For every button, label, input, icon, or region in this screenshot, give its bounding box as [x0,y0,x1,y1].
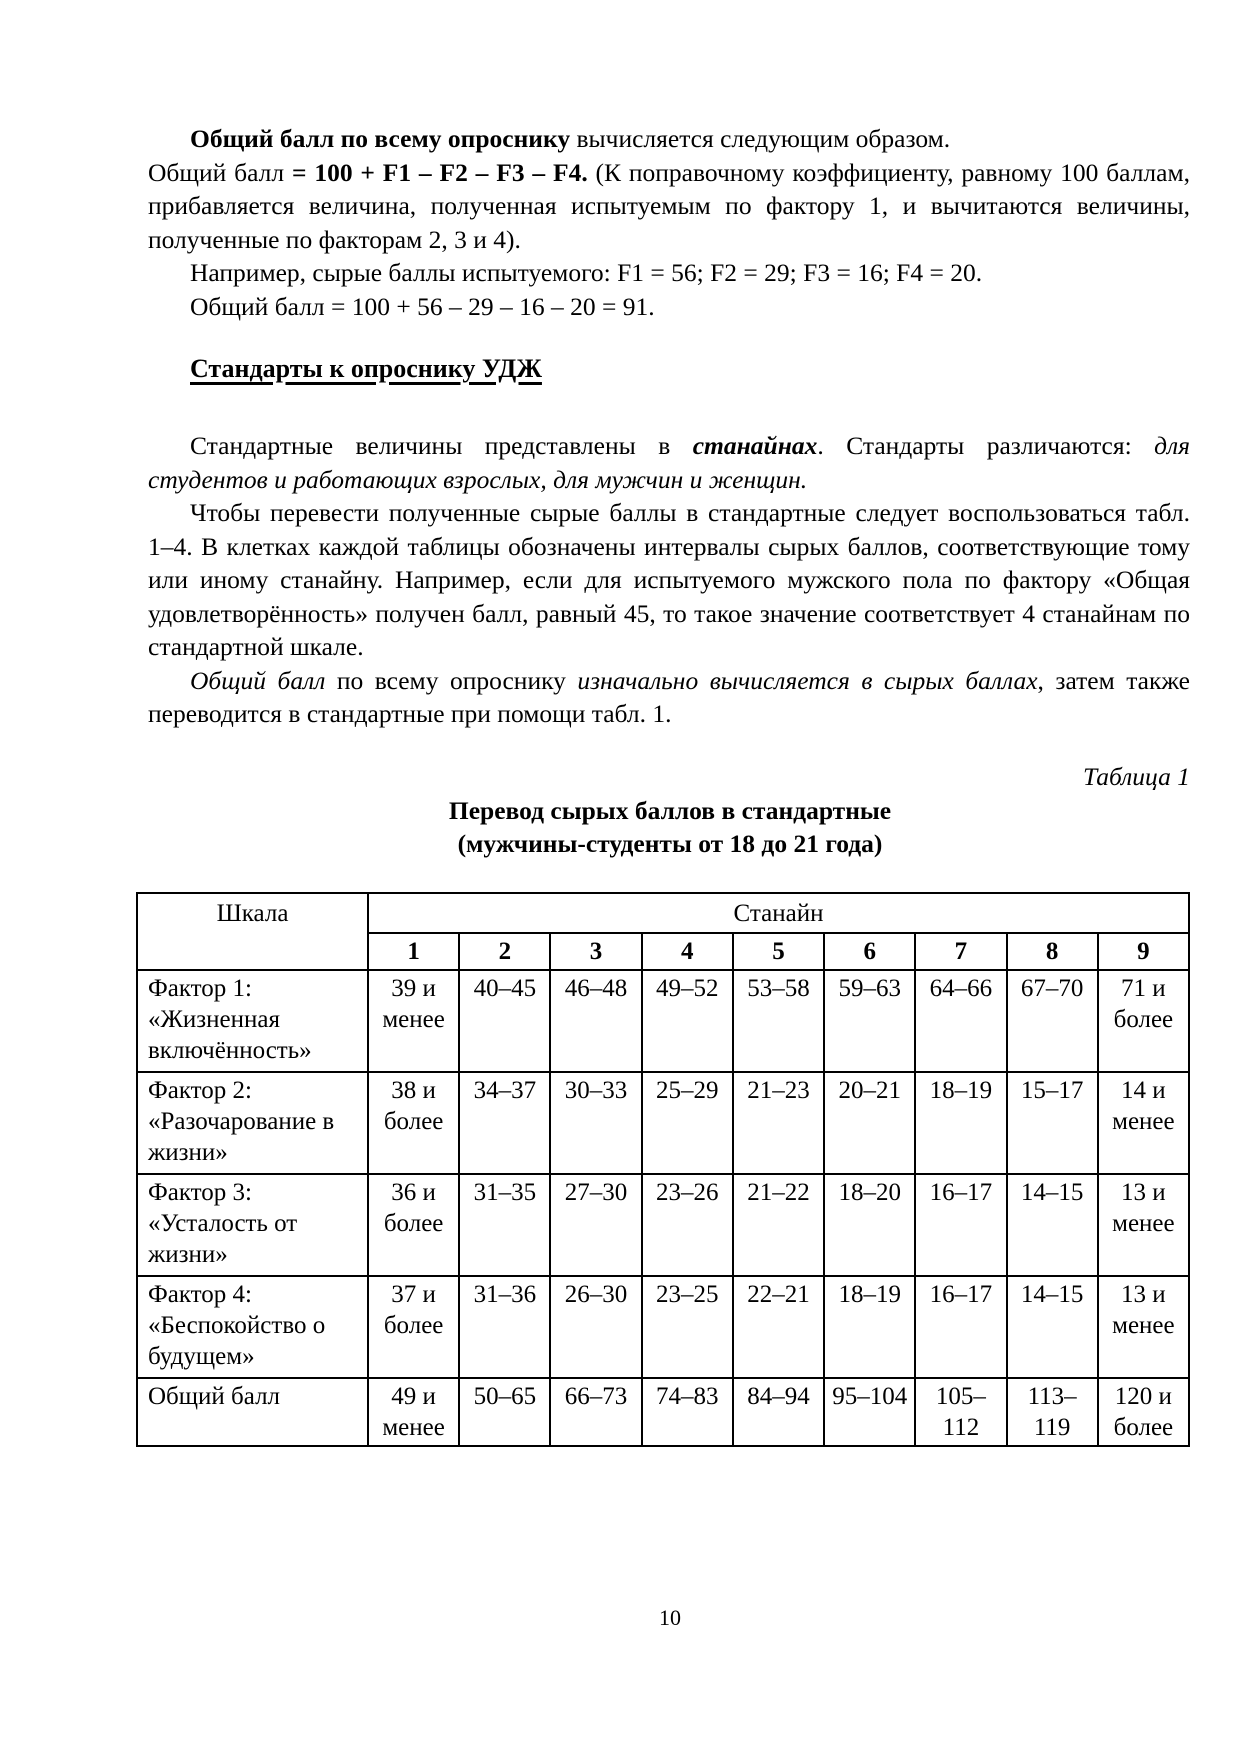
stanine-8: 8 [1007,933,1098,970]
table-title-line2: (мужчины-студенты от 18 до 21 года) [457,829,883,858]
stanine-6: 6 [824,933,915,970]
header-stanine: Станайн [368,893,1189,933]
table-cell: 25–29 [642,1072,733,1174]
table-cell: 40–45 [459,970,550,1072]
table-row [137,970,1189,1072]
stanine-2: 2 [459,933,550,970]
table-row [137,1072,1189,1174]
table-cell: 15–17 [1007,1072,1098,1174]
stanine-4: 4 [642,933,733,970]
table-cell: 14 и менее [1098,1072,1189,1174]
row-scale-factor4: Фактор 4: «Беспокойство о будущем» [137,1276,368,1378]
table-cell: 21–23 [733,1072,824,1174]
table-cell: 39 и менее [368,970,459,1072]
formula-explanation: (К поправочному коэффициенту, равному 100 баллам, прибавляется величина, полученная испытуемым по фактору 1, и вычитаются величины, полученные по факторам 2, 3 и 4). [148,157,1190,254]
table-cell: 23–26 [642,1174,733,1276]
formula-paragraph [148,156,1190,257]
total-score-paragraph [148,664,1190,731]
intro-bold: Общий балл по всему опроснику [190,124,571,153]
table-row [137,1378,1189,1446]
conversion-paragraph: Чтобы перевести полученные сырые баллы в стандартные следует воспользоваться табл. 1–4. В клетках каждой таблицы обозначены интервалы сырых баллов, соответствующие тому или иному станайну. Например, если для испытуемого мужского пола по фактору «Общая удовлетворённость» получен балл, равный 45, то такое значение соответствует 4 станайнам по стандартной шкале. [148,498,1190,661]
table-label: Таблица 1 [1082,762,1190,791]
row-scale-factor1: Фактор 1: «Жизненная включённость» [137,970,368,1072]
table-cell: 53–58 [733,970,824,1072]
table-cell: 38 и более [368,1072,459,1174]
row-scale-total: Общий балл [137,1378,368,1446]
page-number: 10 [659,1605,681,1630]
p1-mid: . Стандарты различаются: [817,431,1155,460]
stanine-5: 5 [733,933,824,970]
table-cell: 26–30 [550,1276,641,1378]
stanine-3: 3 [550,933,641,970]
table-cell: 18–20 [824,1174,915,1276]
table-cell: 18–19 [915,1072,1006,1174]
stanine-9: 9 [1098,933,1189,970]
row-scale-factor3: Фактор 3: «Усталость от жизни» [137,1174,368,1276]
table-cell: 34–37 [459,1072,550,1174]
table-cell: 31–35 [459,1174,550,1276]
table-cell: 71 и более [1098,970,1189,1072]
table-cell: 31–36 [459,1276,550,1378]
table-header-row [137,893,1189,933]
table-cell: 113–119 [1007,1378,1098,1446]
p1-term: станайнах [692,431,818,460]
example-total: Общий балл = 100 + 56 – 29 – 16 – 20 = 91. [190,291,655,321]
section-heading: Стандарты к опроснику УДЖ [190,354,542,383]
table-cell: 66–73 [550,1378,641,1446]
table-cell: 120 и более [1098,1378,1189,1446]
p3-italic-phrase: изначально вычисляется в сырых баллах [577,665,1038,695]
table-cell: 64–66 [915,970,1006,1072]
table-cell: 14–15 [1007,1276,1098,1378]
stanine-table [136,892,1190,1447]
p3-end: , затем также переводится в стандартные при помощи табл. 1. [148,665,1190,728]
table-cell: 67–70 [1007,970,1098,1072]
intro-line [148,122,1190,156]
table-cell: 13 и менее [1098,1276,1189,1378]
intro-block [148,122,1190,323]
table-cell: 16–17 [915,1174,1006,1276]
table-cell: 20–21 [824,1072,915,1174]
table-cell: 49–52 [642,970,733,1072]
table-cell: 13 и менее [1098,1174,1189,1276]
table-cell: 18–19 [824,1276,915,1378]
table-cell: 23–25 [642,1276,733,1378]
table-row [137,1276,1189,1378]
table-cell: 74–83 [642,1378,733,1446]
table-cell: 16–17 [915,1276,1006,1378]
table-cell: 30–33 [550,1072,641,1174]
formula-bold: = 100 + F1 – F2 – F3 – F4. [291,157,588,187]
table-cell: 37 и более [368,1276,459,1378]
p3-mid: по всему опроснику [325,665,578,695]
stanine-7: 7 [915,933,1006,970]
table-cell: 59–63 [824,970,915,1072]
header-scale: Шкала [137,893,368,970]
table-cell: 49 и менее [368,1378,459,1446]
section-body [148,429,1190,731]
p1-start: Стандартные величины представлены в [190,431,693,460]
example-raw-scores: Например, сырые баллы испытуемого: F1 = 56; F2 = 29; F3 = 16; F4 = 20. [190,258,983,287]
stanine-1: 1 [368,933,459,970]
standards-paragraph [148,429,1190,496]
table-cell: 22–21 [733,1276,824,1378]
formula-prefix: Общий балл [148,157,292,187]
table-cell: 46–48 [550,970,641,1072]
table-cell: 36 и более [368,1174,459,1276]
intro-rest: вычисляется следующим образом. [570,124,951,153]
table-cell: 105–112 [915,1378,1006,1446]
table-cell: 50–65 [459,1378,550,1446]
p1-italic: для студентов и работающих взрослых, для мужчин и женщин. [148,431,1190,494]
table-row [137,1174,1189,1276]
table-cell: 84–94 [733,1378,824,1446]
table-title [0,794,1240,860]
row-scale-factor2: Фактор 2: «Разочарование в жизни» [137,1072,368,1174]
p3-italic-term: Общий балл [190,665,326,695]
table-cell: 14–15 [1007,1174,1098,1276]
table-title-line1: Перевод сырых баллов в стандартные [448,796,892,825]
table-cell: 95–104 [824,1378,915,1446]
table-cell: 27–30 [550,1174,641,1276]
table-cell: 21–22 [733,1174,824,1276]
